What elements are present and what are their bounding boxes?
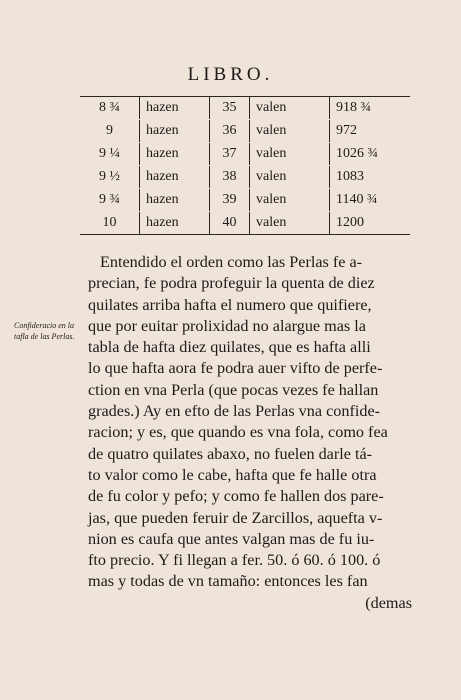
carat-cell: 9 ¾ — [80, 189, 140, 211]
text-line: tabla de hafta diez quilates, que es hafta alli — [88, 338, 371, 357]
text-line: precian, fe podra profeguir la quenta de diez — [88, 274, 375, 293]
verb-cell: valen — [250, 189, 330, 211]
verb-cell: hazen — [140, 166, 210, 188]
margin-note: Confideracio en la tafla de las Perlas. — [14, 321, 75, 341]
carat-cell: 10 — [80, 212, 140, 234]
text-line: Entendido el orden como las Perlas fe a- — [100, 253, 363, 271]
table-row — [80, 119, 410, 142]
total-cell: 918 ¾ — [336, 100, 371, 115]
table-row — [80, 97, 410, 119]
catchword: (demas — [365, 593, 412, 612]
verb-cell: hazen — [140, 212, 210, 234]
table-row — [80, 211, 410, 234]
page-header: LIBRO. — [187, 64, 274, 85]
total-cell: 1140 ¾ — [336, 192, 378, 207]
total-cell: 1200 — [336, 215, 364, 230]
number-cell: 40 — [210, 212, 250, 234]
text-line: racion; y es, que quando es vna fola, como fea — [88, 423, 388, 442]
text-line: que por euitar prolixidad no alargue mas la — [88, 316, 366, 335]
text-line: to valor como le cabe, hafta que fe halle otra — [88, 465, 377, 484]
verb-cell: hazen — [140, 189, 210, 211]
verb-cell: valen — [250, 212, 330, 234]
verb-cell: hazen — [140, 97, 210, 119]
verb-cell: valen — [250, 143, 330, 165]
table-row — [80, 165, 410, 188]
carat-cell: 9 — [80, 120, 140, 142]
body-paragraph — [88, 252, 418, 614]
carat-cell: 9 ½ — [80, 166, 140, 188]
carat-cell: 8 ¾ — [80, 97, 140, 119]
text-line: ction en vna Perla (que pocas vezes fe hallan — [88, 380, 379, 399]
carat-cell: 9 ¼ — [80, 143, 140, 165]
verb-cell: hazen — [140, 143, 210, 165]
number-cell: 36 — [210, 120, 250, 142]
table-row — [80, 142, 410, 165]
text-line: de quatro quilates abaxo, no fuelen darle tá- — [88, 444, 373, 463]
total-cell: 1026 ¾ — [336, 146, 378, 161]
total-cell: 972 — [336, 123, 357, 138]
verb-cell: valen — [250, 120, 330, 142]
text-line: mas y todas de vn tamaño: entonces les fan — [88, 572, 368, 591]
text-line: nion es caufa que antes valgan mas de fu iu- — [88, 529, 375, 548]
text-line: jas, que pueden feruir de Zarcillos, aquefta v- — [88, 508, 383, 527]
verb-cell: valen — [250, 166, 330, 188]
text-line: quilates arriba hafta el numero que quifiere, — [88, 295, 372, 314]
verb-cell: valen — [250, 97, 330, 119]
text-line: grades.) Ay en efto de las Perlas vna confide- — [88, 402, 381, 421]
number-cell: 35 — [210, 97, 250, 119]
number-cell: 39 — [210, 189, 250, 211]
text-line: de fu color y pefo; y como fe hallen dos pare- — [88, 487, 384, 506]
number-cell: 38 — [210, 166, 250, 188]
total-cell: 1083 — [336, 169, 364, 184]
table-row — [80, 188, 410, 211]
text-line: lo que hafta aora fe podra auer vifto de perfe- — [88, 359, 383, 378]
verb-cell: hazen — [140, 120, 210, 142]
text-line: fto precio. Y fi llegan a fer. 50. ó 60. ó 100. ó — [88, 551, 381, 570]
value-table — [80, 96, 410, 235]
number-cell: 37 — [210, 143, 250, 165]
